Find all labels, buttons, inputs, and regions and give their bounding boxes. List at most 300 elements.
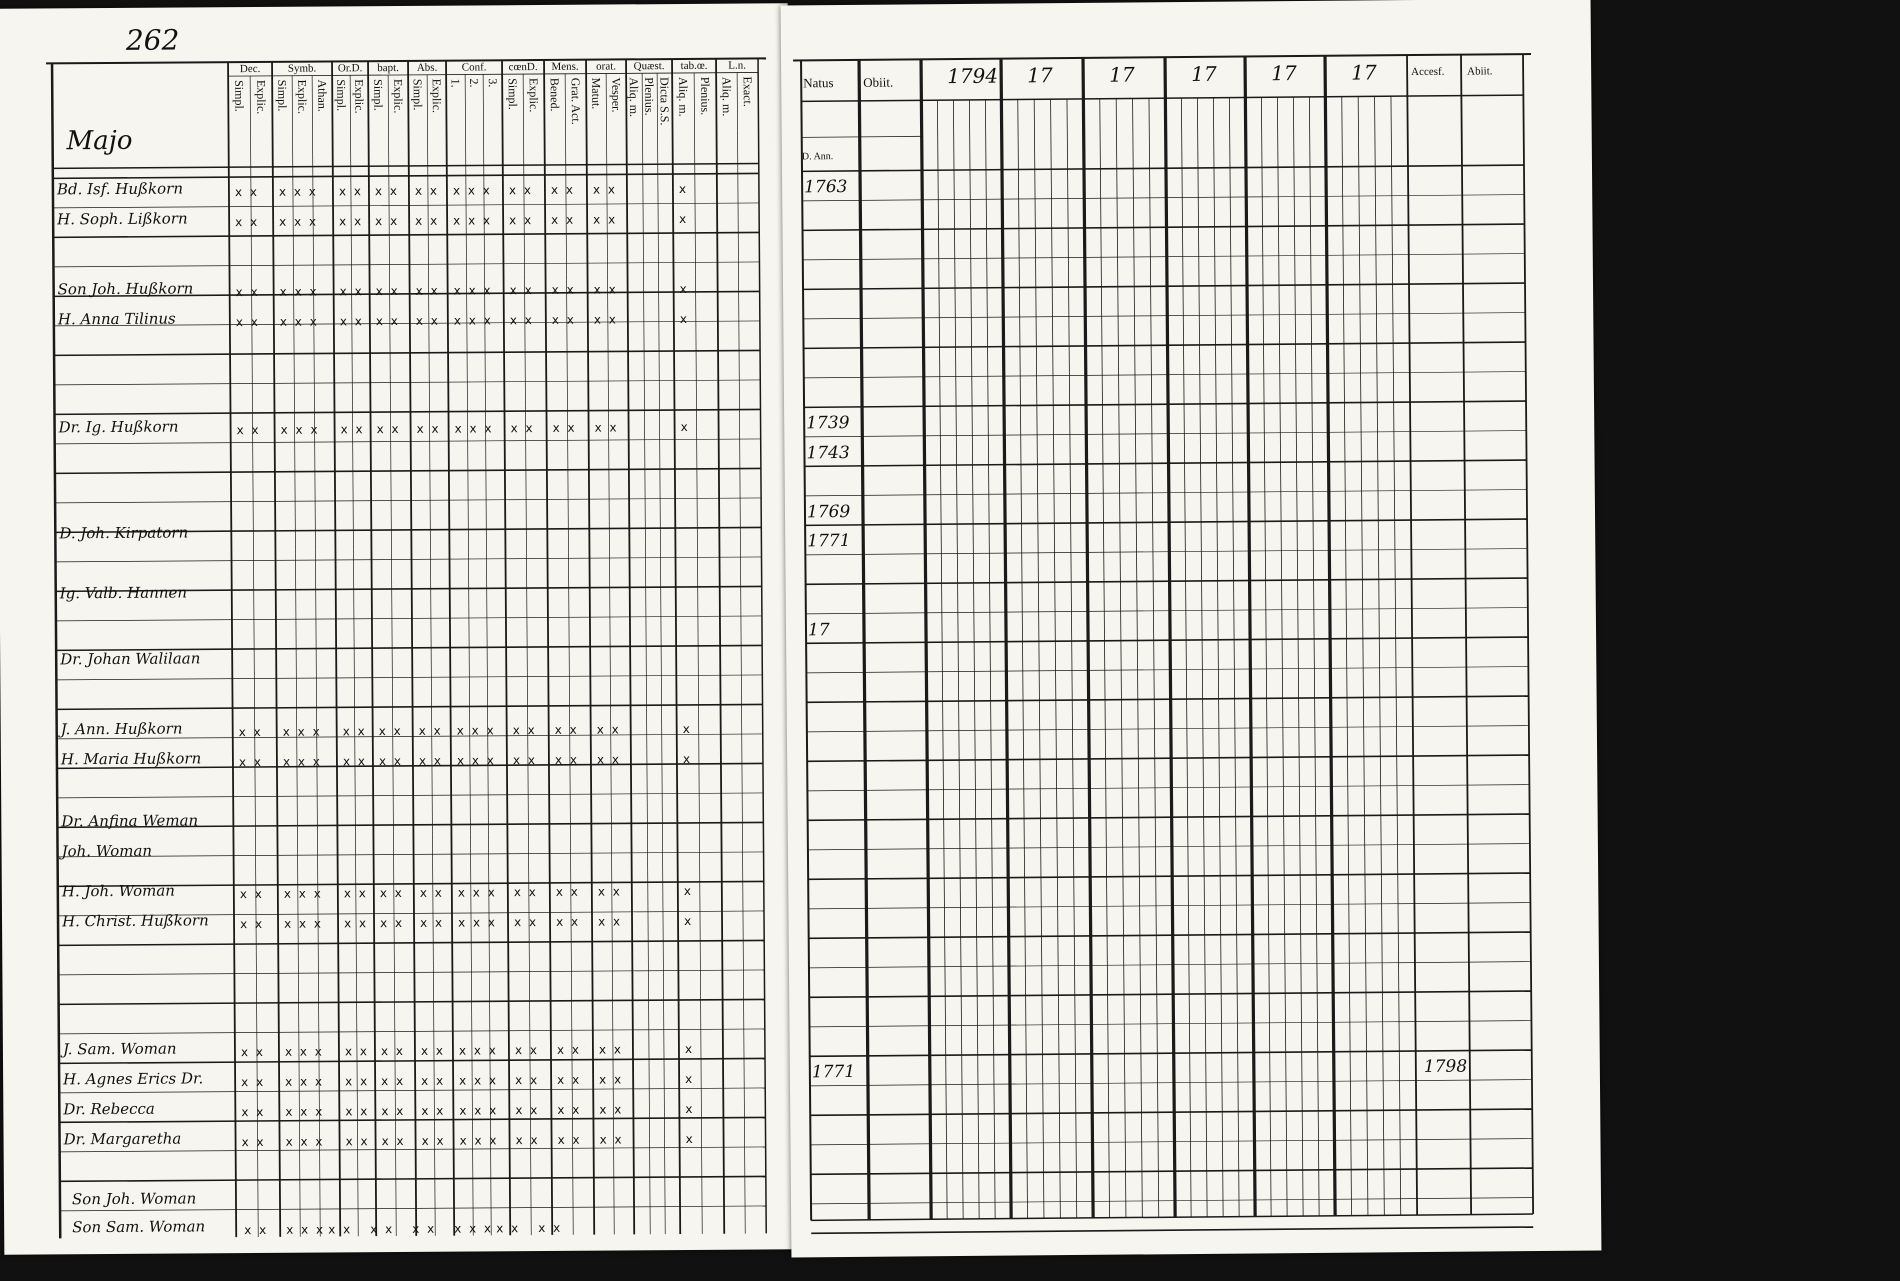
attendance-mark: x x	[241, 1074, 266, 1090]
attendance-mark: x x	[236, 422, 261, 438]
subcolumn-rule	[250, 76, 258, 1237]
attendance-mark: x x x	[285, 1134, 325, 1149]
column-sub-header: Simpl.	[232, 80, 247, 112]
attendance-mark: x x	[380, 1043, 406, 1059]
entry-name: H. Soph. Lißkorn	[57, 209, 188, 229]
attendance-mark: x x	[597, 914, 623, 929]
entry-name: H. Joh. Woman	[61, 881, 176, 901]
attendance-mark: x x	[515, 1133, 540, 1148]
row-rule	[60, 1147, 766, 1152]
attendance-mark: x x	[551, 282, 576, 297]
row-rule	[808, 903, 1530, 909]
column-sub-header: 2.	[467, 78, 482, 88]
column-group-header: orat.	[596, 60, 617, 73]
year-header: 17	[1191, 61, 1217, 86]
attendance-mark: x x	[379, 885, 404, 901]
row-rule	[808, 814, 1530, 820]
attendance-mark: x x	[596, 722, 621, 737]
row-rule	[803, 283, 1525, 289]
entry-name: Dr. Anfina Weman	[61, 811, 199, 831]
column-group-header: bapt.	[377, 61, 399, 75]
column-rule	[1083, 58, 1093, 1218]
attendance-mark: x x	[414, 183, 440, 198]
attendance-mark: x x x	[286, 1222, 326, 1237]
column-sub-header: Explic.	[254, 79, 269, 115]
subcolumn-rule	[483, 74, 491, 1235]
attendance-mark: x x	[592, 182, 618, 197]
column-group-header: Quæst.	[633, 60, 665, 73]
attendance-mark: x	[685, 1071, 695, 1086]
column-sub-header: Explic.	[352, 79, 367, 114]
row-rule	[809, 932, 1531, 938]
attendance-mark: x x	[556, 1042, 582, 1057]
attendance-mark: x	[683, 883, 693, 898]
row-rule	[58, 940, 764, 945]
column-group-header: Mens.	[551, 60, 579, 73]
column-rule	[921, 59, 931, 1219]
column-sub-header: Simpl.	[505, 78, 520, 110]
row-rule	[808, 844, 1530, 850]
row-rule	[54, 409, 760, 414]
row-rule	[810, 1050, 1532, 1056]
column-sub-header: Simpl.	[371, 79, 386, 111]
subcolumn-rule	[642, 73, 650, 1234]
attendance-mark: x x	[554, 752, 579, 767]
entry-name: Ig. Valb. Hannen	[59, 583, 188, 603]
subcolumn-rule	[1018, 99, 1028, 1218]
attendance-mark: x x	[378, 753, 404, 769]
row-rule	[806, 637, 1528, 643]
row-rule	[55, 468, 761, 473]
subcolumn-rule	[1197, 98, 1207, 1217]
row-rule	[60, 1176, 766, 1181]
row-rule	[810, 1139, 1532, 1145]
attendance-mark: x x	[412, 1221, 437, 1236]
frame-left	[801, 60, 811, 1220]
subcolumn-rule	[1067, 99, 1077, 1218]
subcolumn-rule	[1391, 96, 1401, 1215]
attendance-mark: x	[679, 311, 690, 327]
attendance-mark: x x	[593, 312, 618, 327]
attendance-mark: x x	[551, 312, 576, 327]
attendance-mark: x x	[418, 753, 444, 768]
year-header: 17	[1027, 63, 1053, 88]
row-rule	[56, 616, 762, 621]
attendance-mark: x x x	[457, 885, 497, 900]
column-rule	[1165, 57, 1175, 1217]
row-rule	[809, 1021, 1531, 1027]
attendance-mark: x x	[370, 1222, 395, 1237]
entry-name: Bd. Isf. Hußkorn	[56, 179, 184, 199]
attendance-mark: x	[684, 1041, 695, 1056]
column-rule	[1245, 57, 1255, 1217]
row-rule	[53, 262, 759, 267]
attendance-mark: x x	[538, 1220, 563, 1236]
column-sub-header: Athan.	[315, 79, 330, 112]
attendance-mark: x x x	[456, 723, 496, 738]
entry-name: Joh. Woman	[61, 841, 153, 861]
attendance-mark: x x x	[453, 283, 493, 298]
row-rule	[804, 372, 1526, 378]
row-rule	[807, 755, 1529, 761]
column-sub-header: Explic.	[391, 78, 406, 114]
attendance-mark: x x x	[282, 724, 322, 739]
row-rule	[53, 232, 759, 237]
row-rule	[58, 970, 764, 975]
attendance-mark: x x x	[279, 214, 319, 229]
attendance-mark: x x	[235, 314, 260, 330]
row-rule	[805, 549, 1527, 555]
date-rule	[802, 136, 922, 137]
attendance-mark: x x	[415, 313, 440, 328]
row-rule	[57, 793, 763, 798]
attendance-mark: x	[685, 1131, 695, 1146]
column-rule	[859, 60, 869, 1220]
row-rule	[805, 490, 1527, 496]
attendance-mark: x x	[552, 420, 577, 435]
attendance-mark: x x x	[458, 915, 498, 930]
attendance-mark: x x x	[284, 916, 324, 931]
attendance-mark: x x	[381, 1073, 406, 1089]
row-rule	[58, 852, 764, 857]
birth-year: 1771	[807, 530, 851, 552]
subcolumn-rule	[350, 75, 358, 1236]
attendance-mark: x x	[513, 885, 538, 900]
row-rule	[807, 726, 1529, 732]
row-rule	[807, 696, 1529, 702]
subcolumn-rule	[1375, 96, 1385, 1215]
attendance-mark: x x	[381, 1103, 406, 1119]
subcolumn-rule	[565, 74, 573, 1235]
attendance-mark: x x	[550, 182, 576, 197]
attendance-mark: x x	[508, 183, 534, 198]
subcolumn-rule	[969, 100, 979, 1219]
attendance-mark: x x	[509, 313, 534, 328]
column-sub-header: Explic.	[295, 79, 310, 115]
birth-year: 1771	[811, 1061, 856, 1083]
attendance-mark: x x	[240, 916, 265, 932]
subcolumn-rule	[1116, 99, 1126, 1218]
row-rule	[806, 578, 1528, 584]
subcolumn-rule	[427, 75, 435, 1236]
attendance-mark: x x x	[285, 1074, 325, 1089]
attendance-mark: x x	[244, 1222, 269, 1238]
attendance-mark: x x	[375, 313, 400, 329]
attendance-mark: x x	[375, 213, 400, 229]
birth-year: 1769	[806, 501, 851, 522]
subcolumn-rule	[1034, 99, 1044, 1218]
row-rule	[59, 1029, 765, 1034]
column-sub-header: Aliq. m.	[676, 76, 691, 117]
attendance-mark: x	[680, 419, 690, 435]
attendance-mark: x x x	[280, 422, 320, 437]
row-rule	[810, 1080, 1532, 1086]
row-rule	[59, 1117, 765, 1122]
attendance-mark: x x	[596, 752, 621, 767]
row-rule	[803, 254, 1525, 260]
row-rule	[804, 401, 1526, 407]
row-rule	[59, 1058, 765, 1063]
attendance-mark: x x	[376, 421, 401, 437]
subcolumn-rule	[1293, 97, 1303, 1216]
birth-year: 1739	[806, 412, 850, 434]
attendance-mark: x	[678, 181, 689, 197]
attendance-mark: x x	[418, 723, 443, 738]
attendance-mark: x x	[420, 1043, 446, 1058]
attendance-mark: x x	[342, 754, 368, 769]
row-rule	[56, 675, 762, 680]
row-rule	[811, 1198, 1533, 1204]
row-rule	[805, 519, 1527, 525]
column-sub-header: 3.	[485, 78, 500, 88]
attendance-mark: x x	[378, 723, 403, 739]
year-header: 1794	[947, 63, 999, 89]
entry-name: J. Sam. Woman	[62, 1039, 177, 1059]
column-group-header: Abs.	[416, 61, 438, 74]
column-group-header: L.n.	[728, 59, 746, 72]
frame-bottom	[811, 1214, 1533, 1220]
attendance-mark: x x	[597, 884, 622, 899]
subcolumn-rule	[1277, 97, 1287, 1216]
attendance-mark: x x	[235, 284, 260, 300]
subcolumn-rule	[1051, 99, 1061, 1218]
entry-name: D. Joh. Kirpatorn	[59, 523, 189, 543]
attendance-mark: x x	[238, 754, 264, 770]
birth-year: 17	[807, 619, 830, 640]
attendance-mark: x x	[234, 184, 260, 200]
subcolumn-rule	[1213, 98, 1223, 1217]
subcolumn-rule	[312, 76, 320, 1237]
subcolumn-rule	[1133, 98, 1143, 1217]
column-group-header: tab.œ.	[680, 59, 708, 72]
attendance-mark: x x	[415, 213, 440, 228]
column-sub-header: Plenius.	[698, 76, 713, 116]
page-number: 262	[125, 23, 180, 57]
subcolumn-rule	[937, 100, 947, 1219]
attendance-mark: x x	[514, 1043, 540, 1058]
row-rule	[803, 224, 1525, 230]
attendance-mark: x x	[496, 1221, 521, 1236]
entry-name: Dr. Rebecca	[63, 1099, 155, 1119]
attendance-mark: x x	[338, 184, 364, 199]
attendance-mark: x x	[345, 1134, 370, 1149]
row-rule	[811, 1168, 1533, 1174]
row-rule	[56, 557, 762, 562]
row-rule	[59, 1088, 765, 1093]
attendance-mark: x x	[374, 183, 400, 199]
attendance-mark: x x	[421, 1073, 446, 1088]
attendance-mark: x x	[416, 421, 441, 436]
d-ann-label: D. Ann.	[801, 151, 834, 163]
attendance-mark: x	[683, 913, 694, 928]
subcolumn-rule	[985, 100, 995, 1219]
attendance-mark: x x x	[454, 1221, 494, 1236]
attendance-mark: x x	[241, 1104, 266, 1120]
header-bottom-rule	[801, 95, 1523, 101]
attendance-mark: x x	[339, 214, 364, 229]
attendance-mark: x x x	[453, 213, 493, 228]
natus-header: Natus	[803, 75, 834, 91]
attendance-mark: x	[685, 1101, 695, 1116]
row-rule	[809, 991, 1531, 997]
attendance-mark: x x	[339, 314, 364, 329]
attendance-mark: x x	[512, 723, 537, 738]
right-ledger-grid	[781, 0, 1602, 1258]
attendance-mark: x x	[593, 282, 618, 297]
column-sub-header: Simpl.	[275, 79, 290, 112]
attendance-mark: x x	[555, 914, 581, 929]
subcolumn-rule	[1100, 99, 1110, 1218]
column-rule	[1325, 56, 1335, 1216]
attendance-mark: x x	[340, 422, 365, 437]
year-header: 17	[1109, 62, 1135, 87]
row-rule	[811, 1227, 1533, 1233]
header-bottom-rule	[53, 163, 759, 168]
column-rule	[1001, 59, 1011, 1219]
frame-top	[793, 54, 1531, 60]
column-group-header: Symb.	[287, 62, 317, 75]
subcolumn-rule	[657, 73, 665, 1234]
column-sub-header: Matut.	[589, 77, 604, 110]
entry-name: J. Ann. Hußkorn	[60, 719, 183, 739]
row-rule	[804, 431, 1526, 437]
row-rule	[53, 173, 759, 178]
entry-name: Son Joh. Woman	[71, 1189, 197, 1209]
attendance-mark: x x x	[459, 1103, 499, 1118]
attendance-mark: x x	[239, 886, 264, 902]
column-rule	[1523, 54, 1533, 1214]
subcolumn-rule	[737, 73, 745, 1234]
attendance-mark: x x x	[452, 183, 492, 198]
subcolumn-rule	[1309, 97, 1319, 1216]
attendance-mark: x x x	[456, 753, 496, 768]
column-group-header: Conf.	[461, 61, 487, 74]
row-rule	[805, 460, 1527, 466]
attendance-mark: x x	[375, 283, 400, 299]
column-sub-header: Explic.	[429, 78, 444, 114]
row-rule	[54, 380, 760, 385]
column-sub-header: Bened.	[547, 77, 562, 112]
attendance-mark: x x	[555, 884, 580, 899]
entry-name: Dr. Johan Walilaan	[60, 649, 201, 669]
subcolumn-rule	[953, 100, 963, 1219]
column-sub-header: Simpl.	[334, 79, 349, 112]
attendance-mark: x x	[557, 1132, 582, 1147]
subcolumn-rule	[1358, 97, 1368, 1216]
row-rule	[808, 873, 1530, 879]
attendance-mark: x x	[238, 724, 263, 740]
subcolumn-rule	[1261, 97, 1271, 1216]
column-group-header: Dec.	[239, 62, 261, 76]
row-rule	[57, 704, 763, 709]
column-sub-header: Plenius.	[642, 77, 657, 116]
attendance-mark: x x x	[278, 184, 318, 199]
entry-name: H. Agnes Erics Dr.	[63, 1069, 204, 1089]
column-sub-header: Explic.	[526, 77, 541, 113]
accessit-header: Accesf.	[1411, 65, 1445, 79]
attendance-mark: x x	[415, 283, 440, 298]
subcolumn-rule	[292, 76, 300, 1237]
row-rule	[53, 203, 759, 208]
attendance-mark: x x	[240, 1044, 266, 1060]
column-rule	[1407, 55, 1417, 1215]
row-rule	[806, 608, 1528, 614]
attendance-mark: x x	[420, 915, 445, 930]
attendance-mark: x x x	[284, 1044, 324, 1059]
attendance-mark: x x	[380, 915, 405, 931]
row-rule	[803, 313, 1525, 319]
subcolumn-rule	[388, 75, 396, 1236]
attendance-mark: x x	[594, 420, 619, 435]
column-sub-header: Vesper.	[609, 77, 624, 113]
attendance-mark: x x	[593, 212, 618, 227]
attendance-mark: x x	[421, 1103, 446, 1118]
column-sub-header: Simpl.	[410, 78, 425, 111]
column-sub-header: Aliq. m.	[626, 77, 642, 118]
birth-year: 1743	[806, 442, 850, 463]
attendance-mark: x x	[515, 1073, 540, 1088]
column-group-header: cœnD.	[508, 60, 538, 74]
attendance-mark: x x	[342, 724, 367, 739]
year-header: 17	[1351, 60, 1377, 85]
attendance-mark: x x	[514, 915, 539, 930]
attendance-mark: x x	[419, 885, 444, 900]
row-rule	[807, 785, 1529, 791]
birth-year: 1763	[804, 176, 848, 198]
accessit-year: 1798	[1423, 1056, 1468, 1077]
attendance-mark: x x x	[453, 313, 493, 328]
entry-name: H. Anna Tilinus	[57, 309, 176, 329]
entry-name: H. Christ. Hußkorn	[61, 911, 209, 931]
attendance-mark: x x	[557, 1102, 582, 1117]
column-sub-header: Aliq. m.	[719, 76, 734, 117]
entry-name: H. Maria Hußkorn	[60, 749, 202, 769]
attendance-mark: x	[679, 281, 689, 297]
column-rule	[1461, 55, 1471, 1215]
attendance-mark: x x x	[459, 1073, 499, 1088]
attendance-mark: x x	[328, 1222, 353, 1237]
attendance-mark: x x	[241, 1134, 266, 1150]
subcolumn-rule	[694, 73, 702, 1234]
row-rule	[809, 962, 1531, 968]
attendance-mark: x	[682, 751, 693, 766]
attendance-mark: x x	[512, 753, 537, 768]
subcolumn-rule	[1342, 97, 1352, 1216]
attendance-mark: x x	[344, 916, 369, 931]
obiit-header: Obiit.	[863, 74, 894, 90]
subcolumn-rule	[1181, 98, 1191, 1217]
column-sub-header: Exact.	[740, 76, 755, 107]
left-page	[0, 3, 796, 1254]
attendance-mark: x x	[554, 722, 579, 737]
attendance-mark: x x	[599, 1132, 624, 1147]
attendance-mark: x x	[421, 1133, 446, 1148]
month-label: Majo	[66, 125, 133, 157]
attendance-mark: x x x	[459, 1133, 499, 1148]
attendance-mark: x x x	[454, 421, 494, 436]
column-sub-header: Dicta S.S.	[657, 77, 672, 126]
row-rule	[59, 999, 765, 1004]
column-sub-header: Grat. Act.	[568, 77, 583, 125]
row-rule	[55, 498, 761, 503]
attendance-mark: x x	[599, 1072, 624, 1087]
attendance-mark: x x	[509, 283, 534, 298]
subcolumn-rule	[1149, 98, 1159, 1217]
entry-name: Dr. Margaretha	[63, 1129, 182, 1149]
attendance-mark: x x x	[282, 754, 322, 769]
subcolumn-rule	[1229, 98, 1239, 1217]
attendance-mark: x x	[598, 1042, 624, 1057]
